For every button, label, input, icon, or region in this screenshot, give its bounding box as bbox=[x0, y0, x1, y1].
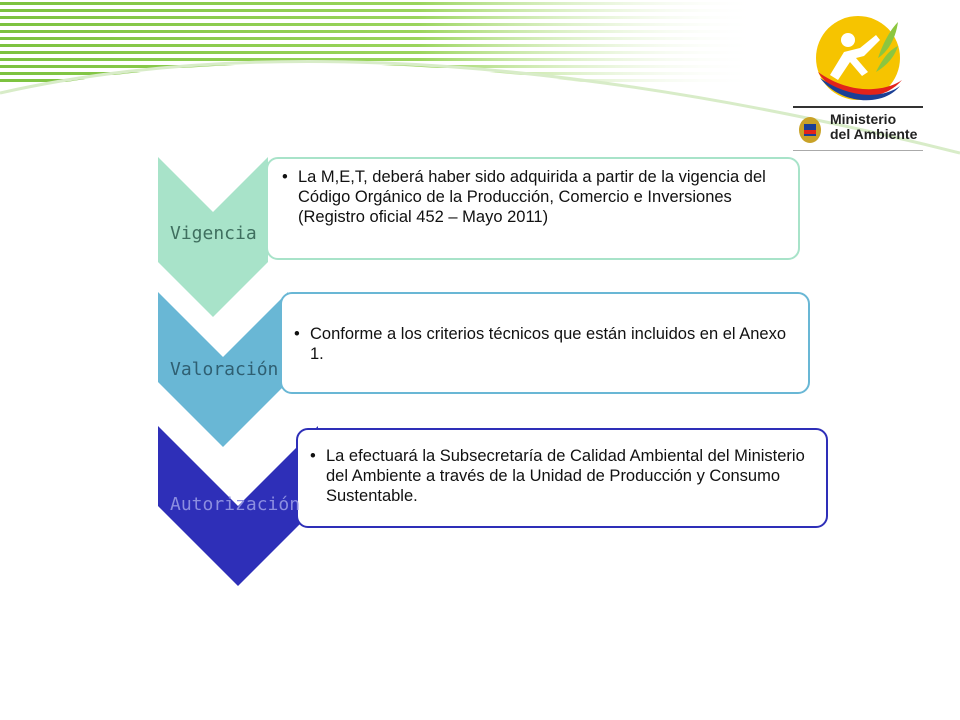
step-bullet-vigencia: • La M,E,T, deberá haber sido adquirida a partir de la vigencia del Código Orgánico de la Producción, Comercio e Inversiones (Registro oficial 452 – Mayo 2011) bbox=[276, 167, 788, 227]
step-bullet-valoracion: • Conforme a los criterios técnicos que están incluidos en el Anexo 1. bbox=[288, 324, 798, 364]
step-bullet-autorizacion: • La efectuará la Subsecretaría de Calidad Ambiental del Ministerio del Ambiente a través de la Unidad de Producción y Consumo Sustentable. bbox=[304, 446, 818, 506]
step-box-vigencia bbox=[266, 157, 800, 260]
step-box-valoracion bbox=[280, 292, 810, 394]
step-label-valoracion: Valoración bbox=[170, 359, 279, 380]
step-box-autorizacion bbox=[296, 428, 828, 528]
step-label-autorizacion: Autorización bbox=[170, 494, 301, 515]
step-label-vigencia: Vigencia bbox=[170, 223, 257, 244]
logo-line2: del Ambiente bbox=[830, 126, 918, 142]
logo-line1: Ministerio bbox=[830, 111, 897, 127]
